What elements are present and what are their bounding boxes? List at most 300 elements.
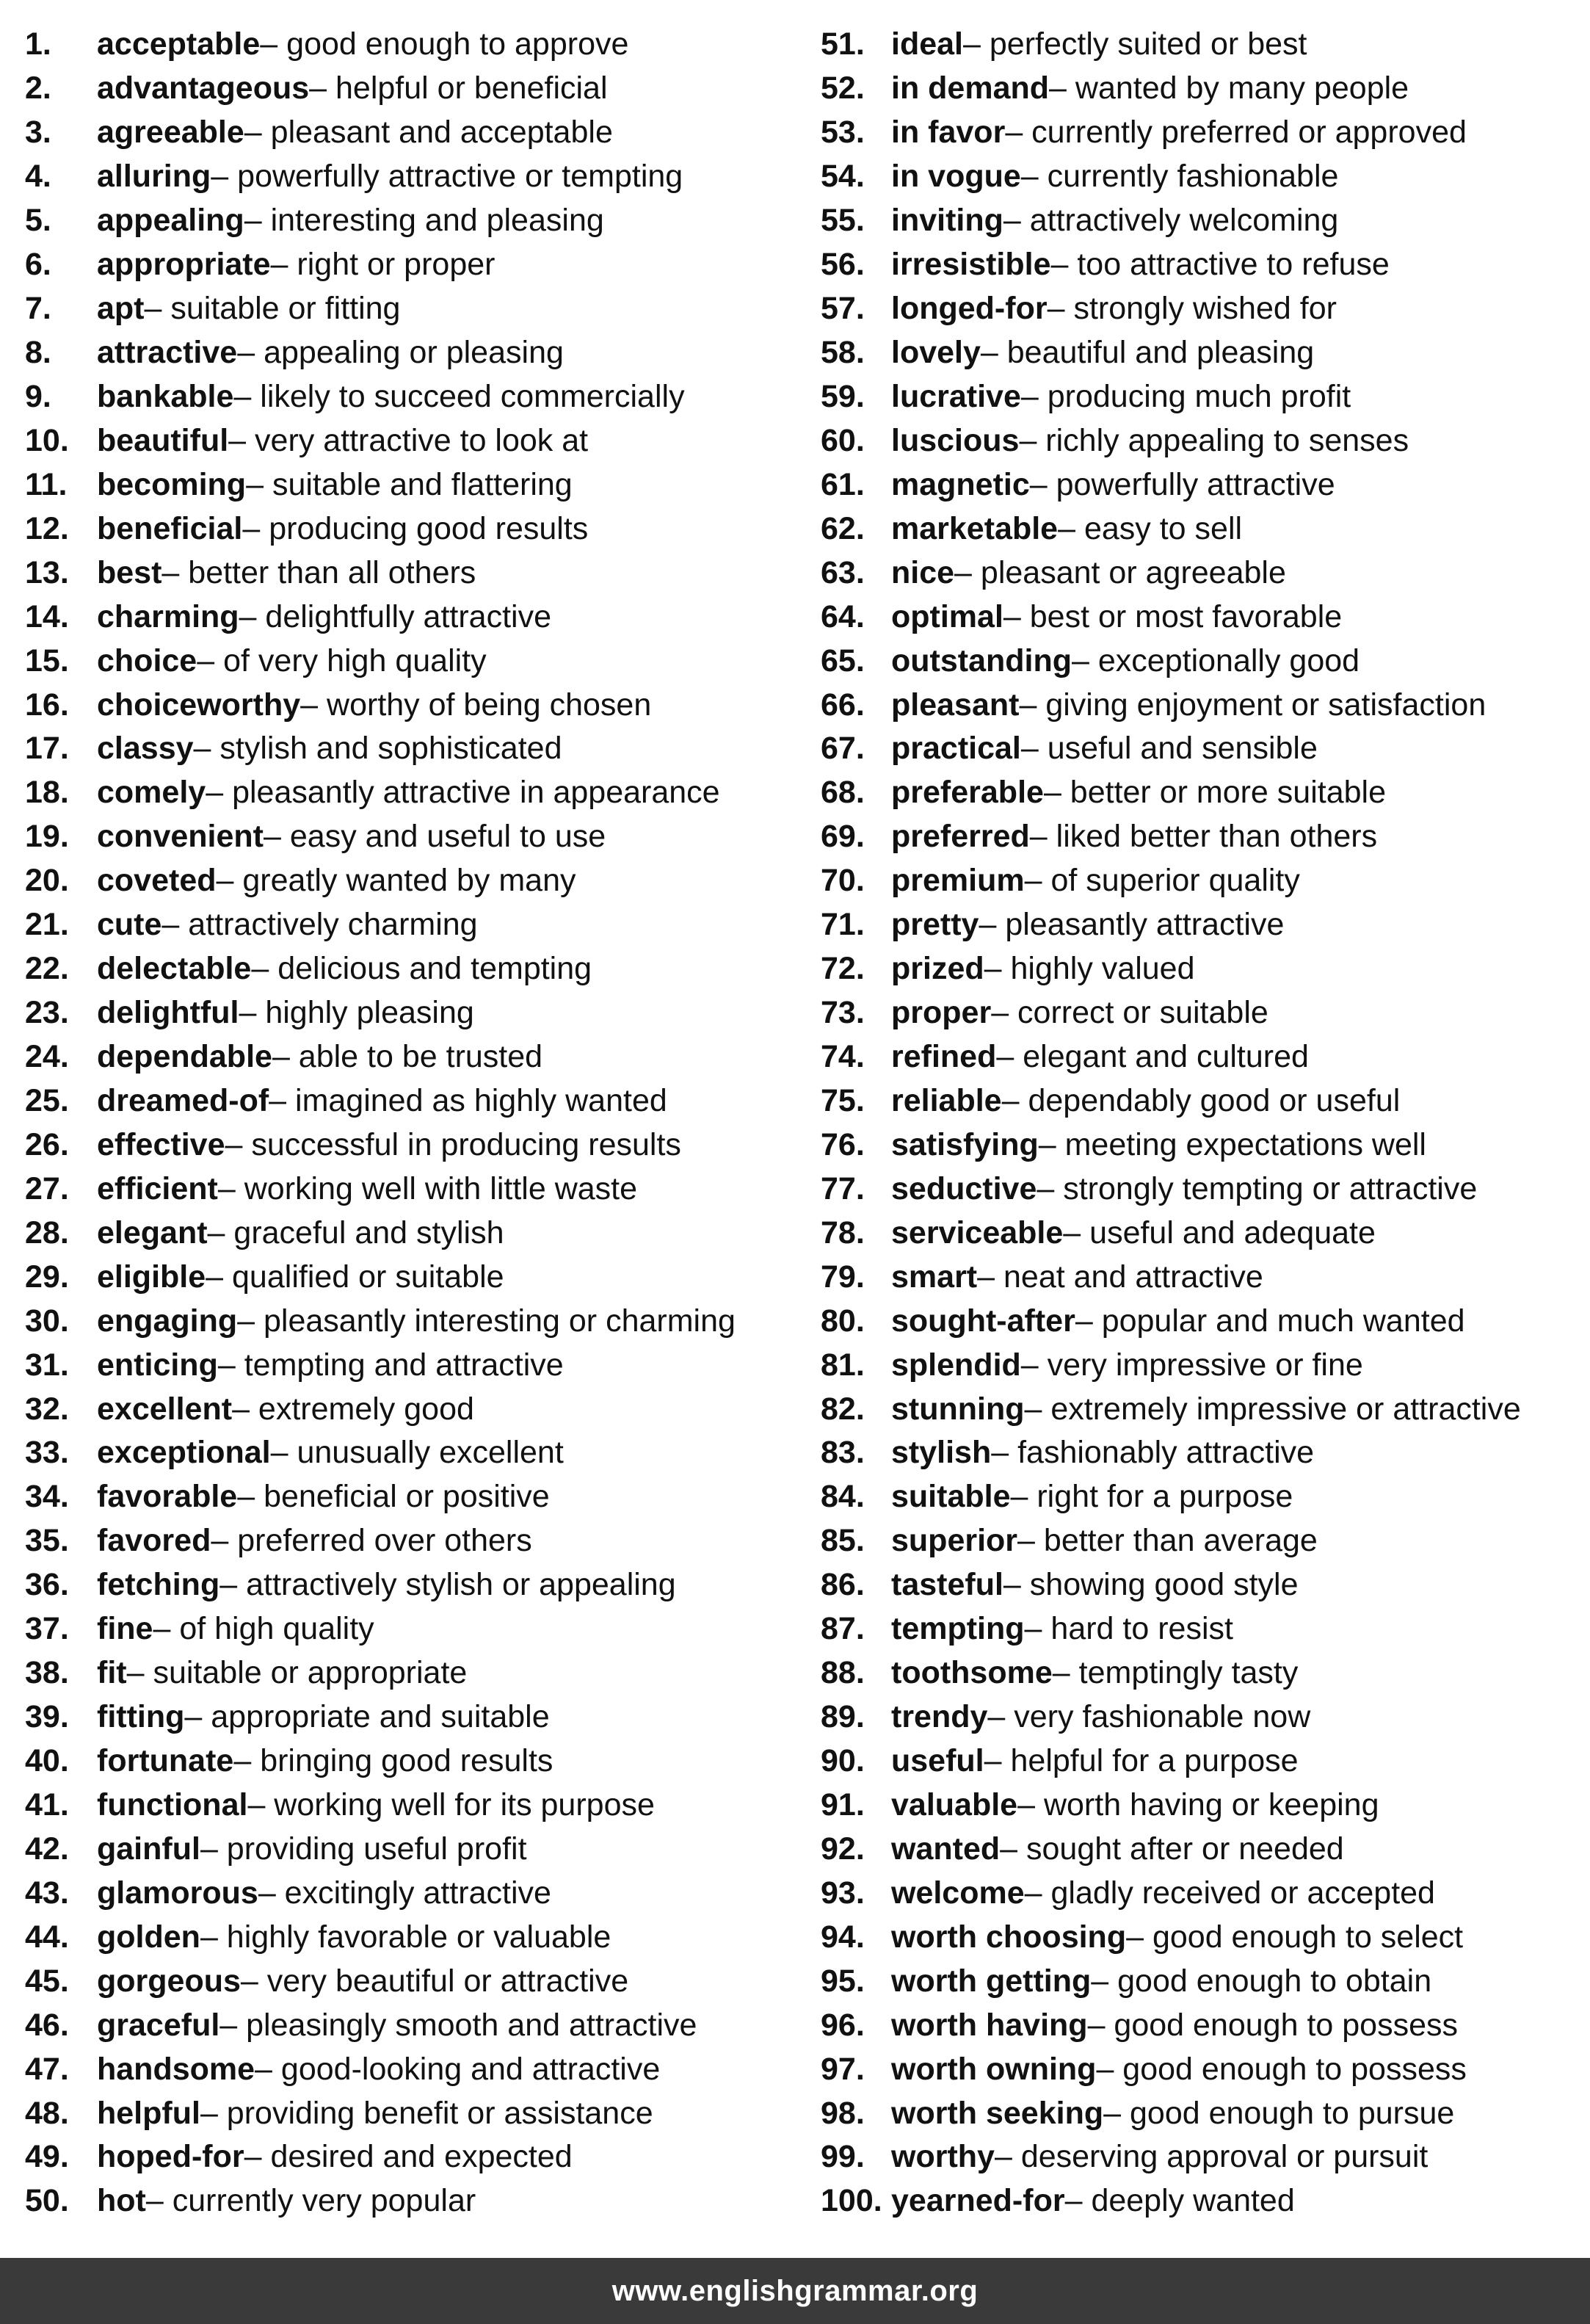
entry-definition: – very impressive or fine bbox=[1020, 1347, 1363, 1383]
list-item bbox=[821, 1563, 1584, 1607]
entry-definition: – extremely good bbox=[232, 1391, 474, 1427]
entry-word: refined bbox=[891, 1039, 997, 1075]
list-item bbox=[25, 1784, 803, 1828]
entry-number: 83. bbox=[821, 1435, 865, 1471]
entry-definition: – preferred over others bbox=[211, 1523, 532, 1559]
entry-number: 26. bbox=[25, 1126, 69, 1162]
entry-word: lucrative bbox=[891, 378, 1021, 414]
entry-number: 19. bbox=[25, 819, 69, 855]
entry-number: 33. bbox=[25, 1435, 69, 1471]
list-item bbox=[821, 67, 1584, 111]
entry-word: worth seeking bbox=[891, 2095, 1104, 2131]
entry-word: becoming bbox=[97, 466, 247, 502]
list-item bbox=[25, 1255, 803, 1299]
entry-number: 53. bbox=[821, 115, 865, 151]
list-item bbox=[821, 1651, 1584, 1695]
entry-word: magnetic bbox=[891, 466, 1030, 502]
entry-definition: – highly pleasing bbox=[239, 995, 474, 1031]
list-item bbox=[821, 771, 1584, 815]
list-item bbox=[25, 1299, 803, 1343]
entry-word: proper bbox=[891, 995, 992, 1031]
entry-definition: – worthy of being chosen bbox=[300, 687, 652, 723]
entry-definition: – good enough to pursue bbox=[1103, 2095, 1455, 2131]
entry-number: 58. bbox=[821, 335, 865, 371]
list-item bbox=[25, 243, 803, 287]
entry-word: favored bbox=[97, 1523, 211, 1559]
list-item bbox=[821, 1387, 1584, 1431]
entry-definition: – pleasantly attractive in appearance bbox=[206, 775, 720, 811]
list-item bbox=[25, 23, 803, 67]
word-list bbox=[0, 23, 1590, 2225]
entry-definition: – better than all others bbox=[161, 554, 476, 590]
entry-definition: – qualified or suitable bbox=[206, 1259, 504, 1295]
entry-number: 38. bbox=[25, 1655, 69, 1691]
entry-definition: – desired and expected bbox=[244, 2139, 573, 2175]
entry-number: 44. bbox=[25, 1919, 69, 1955]
entry-number: 37. bbox=[25, 1611, 69, 1647]
entry-number: 74. bbox=[821, 1039, 865, 1075]
entry-definition: – exceptionally good bbox=[1072, 642, 1360, 678]
entry-definition: – pleasant or agreeable bbox=[954, 554, 1286, 590]
entry-word: worth getting bbox=[891, 1963, 1092, 1999]
entry-word: bankable bbox=[97, 378, 234, 414]
entry-word: tasteful bbox=[891, 1567, 1003, 1603]
list-item bbox=[821, 991, 1584, 1035]
list-item bbox=[25, 2003, 803, 2047]
entry-definition: – pleasantly attractive bbox=[979, 907, 1285, 943]
entry-definition: – providing useful profit bbox=[200, 1831, 527, 1867]
entry-definition: – giving enjoyment or satisfaction bbox=[1019, 687, 1486, 723]
entry-number: 12. bbox=[25, 510, 69, 546]
entry-number: 23. bbox=[25, 995, 69, 1031]
list-item bbox=[821, 1740, 1584, 1784]
entry-word: smart bbox=[891, 1259, 978, 1295]
entry-word: handsome bbox=[97, 2051, 255, 2087]
entry-word: fitting bbox=[97, 1699, 185, 1735]
entry-number: 76. bbox=[821, 1126, 865, 1162]
entry-word: graceful bbox=[97, 2007, 220, 2043]
entry-word: suitable bbox=[891, 1479, 1011, 1515]
entry-definition: – of high quality bbox=[153, 1611, 374, 1647]
list-item bbox=[821, 111, 1584, 155]
entry-definition: – wanted by many people bbox=[1049, 70, 1409, 106]
list-item bbox=[25, 1871, 803, 1915]
entry-number: 43. bbox=[25, 1875, 69, 1911]
list-item bbox=[25, 1827, 803, 1871]
list-item bbox=[25, 903, 803, 947]
list-item bbox=[821, 375, 1584, 419]
entry-word: hoped-for bbox=[97, 2139, 244, 2175]
list-item bbox=[821, 23, 1584, 67]
entry-word: gainful bbox=[97, 1831, 200, 1867]
entry-number: 15. bbox=[25, 642, 69, 678]
entry-word: irresistible bbox=[891, 247, 1051, 283]
entry-number: 45. bbox=[25, 1963, 69, 1999]
entry-word: worth having bbox=[891, 2007, 1088, 2043]
entry-definition: – very beautiful or attractive bbox=[240, 1963, 629, 1999]
entry-definition: – currently very popular bbox=[145, 2183, 476, 2219]
entry-word: gorgeous bbox=[97, 1963, 241, 1999]
list-item bbox=[25, 67, 803, 111]
entry-definition: – suitable or fitting bbox=[144, 291, 401, 327]
entry-definition: – best or most favorable bbox=[1003, 598, 1343, 634]
list-item bbox=[25, 419, 803, 463]
entry-word: favorable bbox=[97, 1479, 238, 1515]
entry-number: 78. bbox=[821, 1215, 865, 1250]
list-item bbox=[25, 2179, 803, 2223]
entry-word: preferable bbox=[891, 775, 1044, 811]
entry-number: 70. bbox=[821, 863, 865, 899]
entry-word: charming bbox=[97, 598, 239, 634]
entry-number: 85. bbox=[821, 1523, 865, 1559]
entry-definition: – good enough to possess bbox=[1087, 2007, 1459, 2043]
entry-definition: – good enough to select bbox=[1126, 1919, 1464, 1955]
entry-number: 60. bbox=[821, 422, 865, 458]
list-item bbox=[821, 1607, 1584, 1651]
entry-number: 88. bbox=[821, 1655, 865, 1691]
list-item bbox=[25, 639, 803, 683]
entry-word: worth owning bbox=[891, 2051, 1097, 2087]
entry-number: 68. bbox=[821, 775, 865, 811]
entry-definition: – beautiful and pleasing bbox=[980, 335, 1315, 371]
entry-number: 71. bbox=[821, 907, 865, 943]
entry-definition: – currently fashionable bbox=[1020, 159, 1339, 195]
entry-definition: – delicious and tempting bbox=[251, 951, 592, 987]
list-item bbox=[821, 199, 1584, 243]
entry-definition: – useful and sensible bbox=[1020, 731, 1318, 767]
entry-number: 28. bbox=[25, 1215, 69, 1250]
list-item bbox=[821, 1035, 1584, 1079]
entry-word: attractive bbox=[97, 335, 238, 371]
entry-definition: – helpful for a purpose bbox=[984, 1743, 1299, 1779]
entry-word: fortunate bbox=[97, 1743, 234, 1779]
entry-definition: – powerfully attractive or tempting bbox=[211, 159, 683, 195]
entry-word: longed-for bbox=[891, 291, 1048, 327]
entry-word: choice bbox=[97, 642, 197, 678]
list-item bbox=[25, 991, 803, 1035]
list-item bbox=[821, 1255, 1584, 1299]
entry-definition: – very fashionable now bbox=[987, 1699, 1311, 1735]
entry-word: pretty bbox=[891, 907, 979, 943]
list-item bbox=[821, 683, 1584, 727]
list-item bbox=[25, 1035, 803, 1079]
entry-definition: – helpful or beneficial bbox=[309, 70, 608, 106]
entry-word: exceptional bbox=[97, 1435, 271, 1471]
entry-number: 98. bbox=[821, 2095, 865, 2131]
entry-number: 89. bbox=[821, 1699, 865, 1735]
entry-definition: – useful and adequate bbox=[1063, 1215, 1376, 1250]
entry-number: 36. bbox=[25, 1567, 69, 1603]
list-item bbox=[821, 1211, 1584, 1255]
list-item bbox=[821, 1343, 1584, 1387]
entry-word: optimal bbox=[891, 598, 1003, 634]
list-item bbox=[25, 551, 803, 595]
entry-definition: – working well with little waste bbox=[217, 1170, 638, 1206]
entry-number: 31. bbox=[25, 1347, 69, 1383]
entry-number: 62. bbox=[821, 510, 865, 546]
list-item bbox=[821, 155, 1584, 199]
list-item bbox=[25, 375, 803, 419]
list-item bbox=[25, 507, 803, 551]
entry-word: useful bbox=[891, 1743, 984, 1779]
entry-number: 54. bbox=[821, 159, 865, 195]
entry-definition: – sought after or needed bbox=[1000, 1831, 1344, 1867]
entry-word: glamorous bbox=[97, 1875, 258, 1911]
list-item bbox=[25, 111, 803, 155]
list-item bbox=[821, 2003, 1584, 2047]
entry-number: 40. bbox=[25, 1743, 69, 1779]
entry-definition: – easy to sell bbox=[1058, 510, 1243, 546]
entry-word: fit bbox=[97, 1655, 127, 1691]
entry-number: 56. bbox=[821, 247, 865, 283]
list-item bbox=[25, 1740, 803, 1784]
entry-number: 24. bbox=[25, 1039, 69, 1075]
entry-number: 95. bbox=[821, 1963, 865, 1999]
entry-word: delectable bbox=[97, 951, 252, 987]
list-item bbox=[25, 1167, 803, 1211]
list-item bbox=[821, 1915, 1584, 1959]
entry-word: stunning bbox=[891, 1391, 1025, 1427]
entry-number: 64. bbox=[821, 598, 865, 634]
entry-word: cute bbox=[97, 907, 162, 943]
entry-word: efficient bbox=[97, 1170, 218, 1206]
entry-word: luscious bbox=[891, 422, 1020, 458]
list-item bbox=[821, 463, 1584, 507]
entry-number: 48. bbox=[25, 2095, 69, 2131]
entry-number: 14. bbox=[25, 598, 69, 634]
list-item bbox=[25, 595, 803, 639]
entry-word: best bbox=[97, 554, 162, 590]
entry-number: 67. bbox=[821, 731, 865, 767]
word-list-column-right bbox=[821, 23, 1584, 2223]
entry-definition: – pleasingly smooth and attractive bbox=[219, 2007, 697, 2043]
entry-number: 80. bbox=[821, 1303, 865, 1339]
entry-definition: – good enough to approve bbox=[260, 26, 629, 62]
entry-definition: – hard to resist bbox=[1024, 1611, 1233, 1647]
entry-number: 50. bbox=[25, 2183, 69, 2219]
entry-number: 59. bbox=[821, 378, 865, 414]
entry-word: classy bbox=[97, 731, 194, 767]
word-list-column-left bbox=[25, 23, 803, 2223]
entry-number: 69. bbox=[821, 819, 865, 855]
entry-definition: – appropriate and suitable bbox=[184, 1699, 550, 1735]
entry-definition: – likely to succeed commercially bbox=[233, 378, 685, 414]
entry-word: stylish bbox=[891, 1435, 992, 1471]
entry-word: functional bbox=[97, 1787, 248, 1822]
list-item bbox=[25, 947, 803, 991]
entry-word: elegant bbox=[97, 1215, 208, 1250]
entry-word: pleasant bbox=[891, 687, 1020, 723]
list-item bbox=[821, 243, 1584, 287]
entry-number: 10. bbox=[25, 422, 69, 458]
list-item bbox=[25, 859, 803, 903]
entry-definition: – better or more suitable bbox=[1043, 775, 1387, 811]
list-item bbox=[821, 1167, 1584, 1211]
list-item bbox=[25, 683, 803, 727]
entry-number: 72. bbox=[821, 951, 865, 987]
list-item bbox=[25, 463, 803, 507]
entry-definition: – deserving approval or pursuit bbox=[994, 2139, 1429, 2175]
entry-definition: – meeting expectations well bbox=[1038, 1126, 1426, 1162]
list-item bbox=[821, 331, 1584, 375]
entry-definition: – powerfully attractive bbox=[1029, 466, 1335, 502]
entry-number: 5. bbox=[25, 203, 51, 239]
entry-definition: – interesting and pleasing bbox=[244, 203, 604, 239]
entry-number: 6. bbox=[25, 247, 51, 283]
entry-word: coveted bbox=[97, 863, 217, 899]
entry-definition: – successful in producing results bbox=[225, 1126, 681, 1162]
entry-definition: – perfectly suited or best bbox=[963, 26, 1307, 62]
list-item bbox=[25, 1607, 803, 1651]
entry-definition: – working well for its purpose bbox=[247, 1787, 655, 1822]
entry-number: 39. bbox=[25, 1699, 69, 1735]
entry-definition: – popular and much wanted bbox=[1075, 1303, 1465, 1339]
entry-word: effective bbox=[97, 1126, 225, 1162]
entry-word: convenient bbox=[97, 819, 264, 855]
entry-word: fine bbox=[97, 1611, 153, 1647]
entry-number: 96. bbox=[821, 2007, 865, 2043]
entry-number: 25. bbox=[25, 1082, 69, 1118]
list-item bbox=[821, 287, 1584, 331]
entry-number: 9. bbox=[25, 378, 51, 414]
entry-word: lovely bbox=[891, 335, 981, 371]
entry-definition: – better than average bbox=[1017, 1523, 1318, 1559]
entry-word: valuable bbox=[891, 1787, 1018, 1822]
entry-number: 13. bbox=[25, 554, 69, 590]
entry-number: 29. bbox=[25, 1259, 69, 1295]
entry-word: nice bbox=[891, 554, 955, 590]
entry-definition: – producing much profit bbox=[1020, 378, 1351, 414]
entry-word: yearned-for bbox=[891, 2183, 1065, 2219]
entry-word: welcome bbox=[891, 1875, 1025, 1911]
entry-number: 21. bbox=[25, 907, 69, 943]
entry-number: 75. bbox=[821, 1082, 865, 1118]
entry-number: 86. bbox=[821, 1567, 865, 1603]
entry-number: 42. bbox=[25, 1831, 69, 1867]
list-item bbox=[25, 1695, 803, 1740]
entry-number: 93. bbox=[821, 1875, 865, 1911]
entry-word: appropriate bbox=[97, 247, 271, 283]
list-item bbox=[25, 2091, 803, 2135]
entry-word: eligible bbox=[97, 1259, 206, 1295]
entry-definition: – bringing good results bbox=[233, 1743, 553, 1779]
entry-definition: – good-looking and attractive bbox=[255, 2051, 661, 2087]
list-item bbox=[821, 419, 1584, 463]
entry-definition: – right or proper bbox=[270, 247, 495, 283]
entry-number: 63. bbox=[821, 554, 865, 590]
entry-number: 1. bbox=[25, 26, 51, 62]
entry-number: 91. bbox=[821, 1787, 865, 1822]
list-item bbox=[25, 331, 803, 375]
entry-definition: – highly favorable or valuable bbox=[200, 1919, 611, 1955]
footer-website-link[interactable]: www.englishgrammar.org bbox=[611, 2274, 979, 2307]
entry-number: 27. bbox=[25, 1170, 69, 1206]
entry-number: 82. bbox=[821, 1391, 865, 1427]
list-item bbox=[25, 1387, 803, 1431]
list-item bbox=[25, 771, 803, 815]
list-item bbox=[25, 1431, 803, 1475]
entry-word: fetching bbox=[97, 1567, 220, 1603]
entry-word: sought-after bbox=[891, 1303, 1075, 1339]
entry-word: ideal bbox=[891, 26, 963, 62]
entry-definition: – of superior quality bbox=[1024, 863, 1300, 899]
entry-number: 55. bbox=[821, 203, 865, 239]
entry-word: outstanding bbox=[891, 642, 1072, 678]
entry-number: 3. bbox=[25, 115, 51, 151]
entry-word: toothsome bbox=[891, 1655, 1053, 1691]
list-item bbox=[821, 1695, 1584, 1740]
entry-definition: – correct or suitable bbox=[991, 995, 1268, 1031]
entry-number: 35. bbox=[25, 1523, 69, 1559]
list-item bbox=[821, 903, 1584, 947]
list-item bbox=[821, 1123, 1584, 1167]
entry-definition: – producing good results bbox=[242, 510, 589, 546]
entry-word: trendy bbox=[891, 1699, 988, 1735]
entry-word: satisfying bbox=[891, 1126, 1039, 1162]
entry-definition: – excitingly attractive bbox=[258, 1875, 551, 1911]
list-item bbox=[821, 507, 1584, 551]
entry-definition: – currently preferred or approved bbox=[1005, 115, 1467, 151]
entry-number: 18. bbox=[25, 775, 69, 811]
entry-word: agreeable bbox=[97, 115, 244, 151]
entry-word: comely bbox=[97, 775, 206, 811]
entry-word: advantageous bbox=[97, 70, 310, 106]
entry-definition: – stylish and sophisticated bbox=[193, 731, 562, 767]
list-item bbox=[821, 1871, 1584, 1915]
entry-definition: – easy and useful to use bbox=[264, 819, 606, 855]
entry-word: reliable bbox=[891, 1082, 1002, 1118]
entry-definition: – graceful and stylish bbox=[207, 1215, 504, 1250]
entry-definition: – extremely impressive or attractive bbox=[1024, 1391, 1521, 1427]
entry-number: 30. bbox=[25, 1303, 69, 1339]
list-item bbox=[821, 2047, 1584, 2091]
entry-number: 2. bbox=[25, 70, 51, 106]
entry-definition: – strongly wished for bbox=[1047, 291, 1337, 327]
list-item bbox=[821, 551, 1584, 595]
entry-word: dependable bbox=[97, 1039, 272, 1075]
list-item bbox=[25, 1123, 803, 1167]
entry-number: 52. bbox=[821, 70, 865, 106]
list-item bbox=[821, 1299, 1584, 1343]
list-item bbox=[821, 2135, 1584, 2179]
entry-definition: – appealing or pleasing bbox=[237, 335, 564, 371]
entry-number: 8. bbox=[25, 335, 51, 371]
list-item bbox=[25, 1475, 803, 1519]
entry-word: prized bbox=[891, 951, 984, 987]
entry-number: 94. bbox=[821, 1919, 865, 1955]
entry-definition: – good enough to obtain bbox=[1091, 1963, 1432, 1999]
entry-definition: – showing good style bbox=[1003, 1567, 1299, 1603]
entry-word: apt bbox=[97, 291, 145, 327]
entry-word: marketable bbox=[891, 510, 1059, 546]
list-item bbox=[821, 2091, 1584, 2135]
list-item bbox=[25, 287, 803, 331]
entry-definition: – greatly wanted by many bbox=[216, 863, 576, 899]
list-item bbox=[25, 1915, 803, 1959]
entry-definition: – elegant and cultured bbox=[996, 1039, 1309, 1075]
entry-number: 84. bbox=[821, 1479, 865, 1515]
list-item bbox=[821, 947, 1584, 991]
entry-definition: – suitable and flattering bbox=[246, 466, 573, 502]
list-item bbox=[821, 815, 1584, 859]
list-item bbox=[821, 2179, 1584, 2223]
entry-word: preferred bbox=[891, 819, 1030, 855]
entry-definition: – highly valued bbox=[984, 951, 1195, 987]
list-item bbox=[821, 1079, 1584, 1123]
list-item bbox=[25, 727, 803, 771]
entry-definition: – fashionably attractive bbox=[991, 1435, 1315, 1471]
entry-number: 97. bbox=[821, 2051, 865, 2087]
